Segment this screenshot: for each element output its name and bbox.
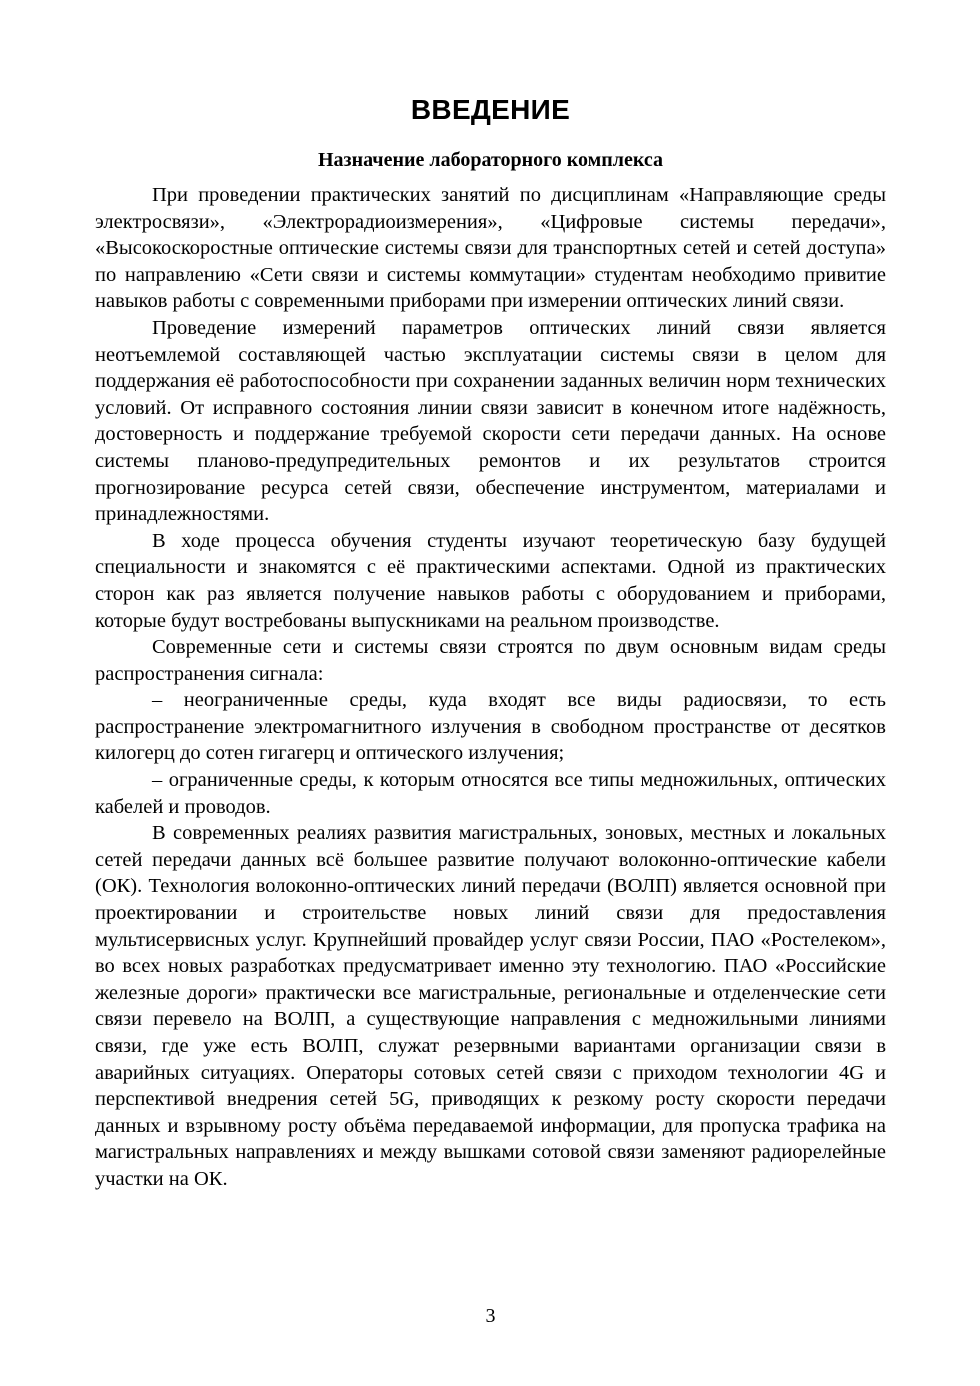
- list-item-bounded-media: – ограниченные среды, к которым относятся все типы медножильных, оптических кабелей и проводов.: [95, 769, 886, 818]
- paragraph-7: В современных реалиях развития магистральных, зоновых, местных и локальных сетей передачи данных всё большее развитие получают волоконно-оптические кабели (ОК). Технология волоконно-оптических линий передачи (ВОЛП) является основной при проектировании и строительстве новых линий связи для предоставления мультисервисных услуг. Крупнейший провайдер услуг связи России, ПАО «Ростелеком», во всех новых разработках предусматривает именно эту технологию. ПАО «Российские железные дороги» практически все магистральные, региональные и отделенческие сети связи перевело на ВОЛП, а существующие направления с медножильными линиями связи, где уже есть ВОЛП, служат резервными вариантами организации связи в аварийных ситуациях. Операторы сотовых сетей связи с приходом технологии 4G и перспективой внедрения сетей 5G, приводящих к резкому росту скорости передачи данных и взрывному росту объёма передаваемой информации, для пропуска трафика на магистральных направлениях и между вышками сотовой связи заменяют радиорелейные участки на ОК.: [95, 822, 886, 1190]
- paragraph-2: Проведение измерений параметров оптических линий связи является неотъемлемой составляющей частью эксплуатации системы связи в целом для поддержания её работоспособности при сохранении заданных величин норм технических условий. От исправного состояния линии связи зависит в конечном итоге надёжность, достоверность и поддержание требуемой скорости сети передачи данных. На основе системы планово-предупредительных ремонтов и их результатов строится прогнозирование ресурса сетей связи, обеспечение инструментом, материалами и принадлежностями.: [95, 316, 886, 526]
- list-item-unbounded-media: – неограниченные среды, куда входят все виды радиосвязи, то есть распространение электромагнитного излучения в свободном пространстве от десятков килогерц до сотен гигагерц и оптического излучения;: [95, 689, 886, 765]
- paragraph-4: Современные сети и системы связи строятся по двум основным видам среды распространения сигнала:: [95, 636, 886, 685]
- page-number: 3: [485, 1305, 496, 1327]
- body-text: [95, 182, 886, 1193]
- paragraph-1: При проведении практических занятий по дисциплинам «Направляющие среды электросвязи», «Электрорадиоизмерения», «Цифровые системы передачи», «Высокоскоростные оптические системы связи для транспортных сетей и сетей доступа» по направлению «Сети связи и системы коммутации» студентам необходимо привитие навыков работы с современными приборами при измерении оптических линий связи.: [95, 184, 886, 313]
- page-title: ВВЕДЕНИЕ: [410, 94, 571, 125]
- section-subtitle: Назначение лабораторного комплекса: [317, 149, 664, 171]
- paragraph-3: В ходе процесса обучения студенты изучают теоретическую базу будущей специальности и знакомятся с её практическими аспектами. Одной из практических сторон как раз является получение навыков работы с оборудованием и приборами, которые будут востребованы выпускниками на реальном производстве.: [95, 529, 886, 632]
